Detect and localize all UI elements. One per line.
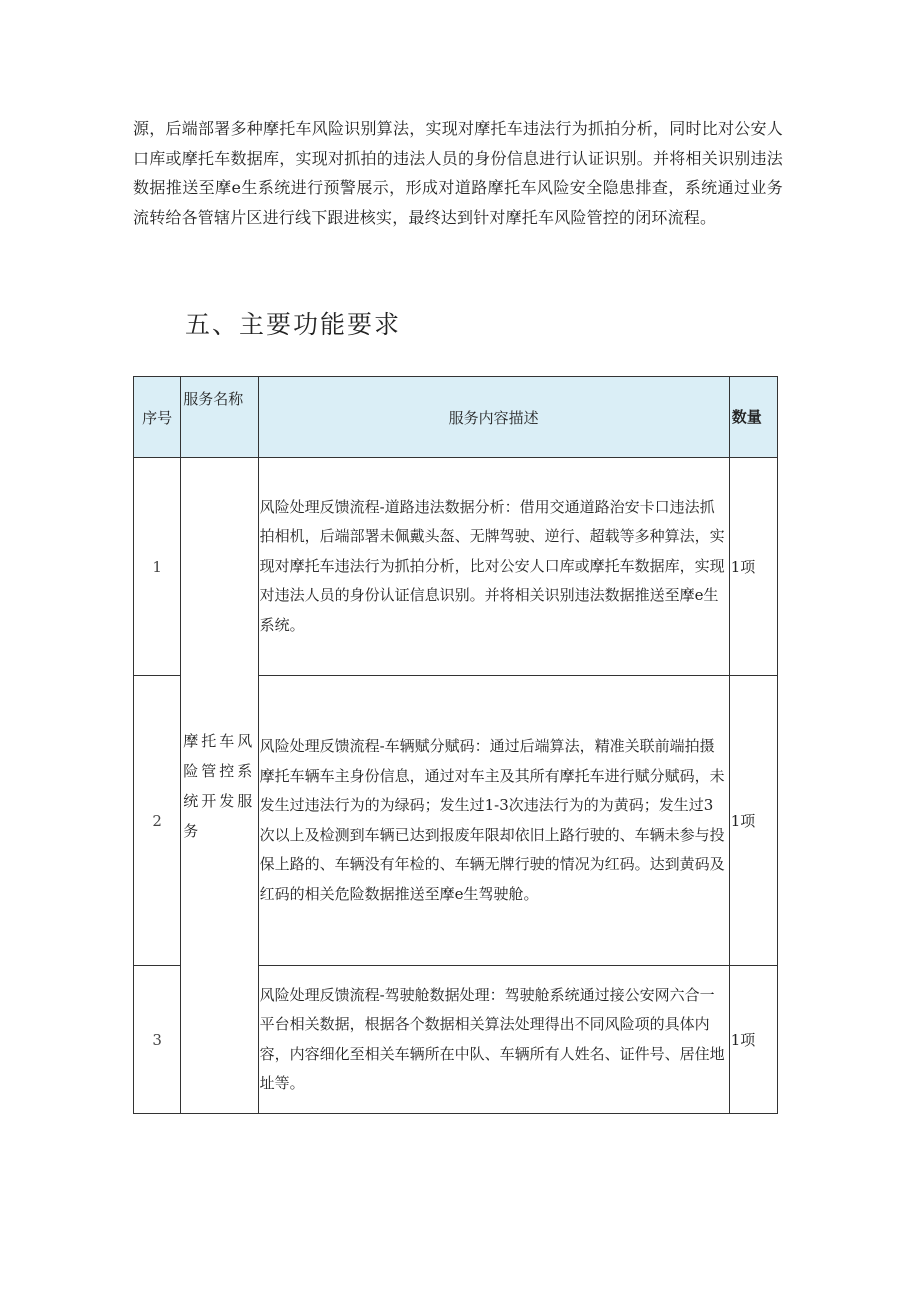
table-header-row [134,377,778,458]
intro-paragraph: 源，后端部署多种摩托车风险识别算法，实现对摩托车违法行为抓拍分析，同时比对公安人口库或摩托车数据库，实现对抓拍的违法人员的身份信息进行认证识别。并将相关识别违法数据推送至摩e生系统进行预警展示，形成对道路摩托车风险安全隐患排查，系统通过业务流转给各管辖片区进行线下跟进核实，最终达到针对摩托车风险管控的闭环流程。 [133,119,783,227]
row-no: 3 [134,966,181,1114]
requirements-table [133,376,778,1114]
row-description: 风险处理反馈流程-车辆赋分赋码：通过后端算法，精准关联前端拍摄摩托车辆车主身份信息，通过对车主及其所有摩托车进行赋分赋码，未发生过违法行为的为绿码；发生过1-3次违法行为的为黄码；发生过3次以上及检测到车辆已达到报废年限却依旧上路行驶的、车辆未参与投保上路的、车辆没有年检的、车辆无牌行驶的情况为红码。达到黄码及红码的相关危险数据推送至摩e生驾驶舱。 [258,676,729,966]
service-name-cell: 摩托车风险管控系统开发服务 [181,458,258,1114]
row-no: 1 [134,458,181,676]
header-description: 服务内容描述 [258,377,729,458]
header-no: 序号 [134,377,181,458]
row-quantity: 1项 [729,458,777,676]
row-description: 风险处理反馈流程-驾驶舱数据处理：驾驶舱系统通过接公安网六合一平台相关数据，根据各个数据相关算法处理得出不同风险项的具体内容，内容细化至相关车辆所在中队、车辆所有人姓名、证件号、居住地址等。 [258,966,729,1114]
header-service-name: 服务名称 [181,377,258,458]
header-quantity: 数量 [729,377,777,458]
row-quantity: 1项 [729,676,777,966]
table-row [134,458,778,676]
row-description: 风险处理反馈流程-道路违法数据分析：借用交通道路治安卡口违法抓拍相机，后端部署未佩戴头盔、无牌驾驶、逆行、超载等多种算法，实现对摩托车违法行为抓拍分析，比对公安人口库或摩托车数据库，实现对违法人员的身份认证信息识别。并将相关识别违法数据推送至摩e生系统。 [258,458,729,676]
section-heading: 五、主要功能要求 [185,310,402,339]
row-quantity: 1项 [729,966,777,1114]
row-no: 2 [134,676,181,966]
